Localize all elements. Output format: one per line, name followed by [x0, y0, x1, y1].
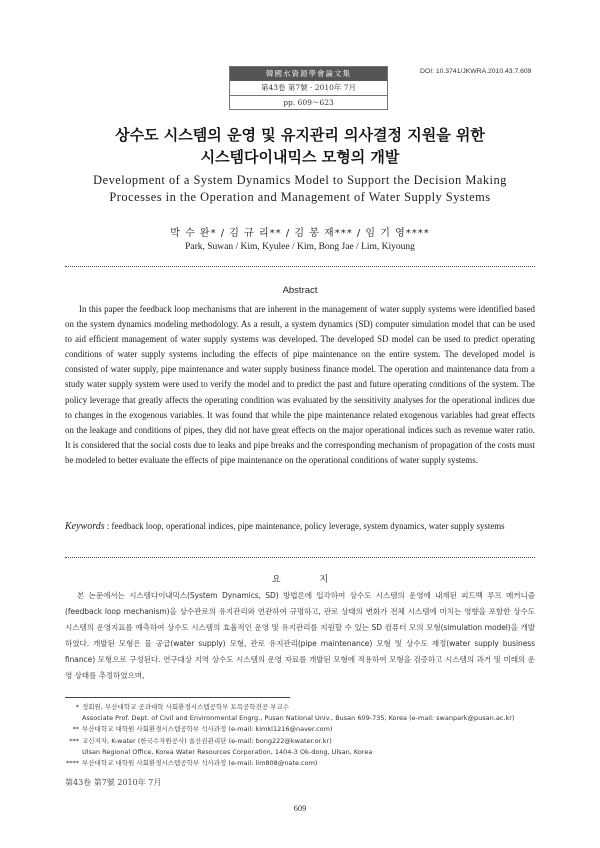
- footnote-1: * 정회원, 부산대학교 공과대학 사회환경시스템공학부 토목공학전공 부교수: [75, 703, 290, 711]
- footnote-4: **** 부산대학교 대학원 사회환경시스템공학부 석사과정 (e-mail: lim808@nate.com): [66, 759, 318, 768]
- footnotes: [65, 702, 545, 769]
- footnote-3-english: Ulsan Regional Office, Korea Water Resources Corporation, 1404-3 Ok-dong, Ulsan, Korea: [82, 747, 373, 756]
- footnote-rule: [65, 697, 290, 698]
- korean-title-line-2: 시스템다이내믹스 모형의 개발: [200, 148, 400, 166]
- korean-title-line-1: 상수도 시스템의 운영 및 유지관리 의사결정 지원을 위한: [115, 126, 485, 144]
- abstract-text: In this paper the feedback loop mechanisms that are inherent in the management of water supply systems were identified based on the system dynamics modeling methodology. As a result, a system dynamics (SD) computer simulation model that can be used to aid efficient management of water supply systems was developed. The developed SD model can be used to predict operating conditions of water supply systems including the effects of pipe maintenance on the entire system. The developed model is consisted of water supply, pipe maintenance and water supply business finance model. The operation and maintenance data from a study water supply system were used to verify the model and to predict the past and future operating conditions of the system. The policy leverage that greatly affects the operating condition was evaluated by the sensitivity analyses for the operational indices due to changes in the exogenous variables. It was found that while the pipe maintenance related exogenous variables had great effects on the leakage and conditions of pipes, they did not have great effects on the major operational indices such as revenue water ratio. It is considered that the social costs due to leaks and pipe breaks and the corresponding mechanism of propagation of the costs must be modeled to better evaluate the effects of pipe maintenance on the operational conditions of water supply systems.: [65, 304, 535, 465]
- abstract-heading: Abstract: [282, 285, 318, 296]
- journal-pages: pp. 609～623: [283, 98, 334, 107]
- journal-info-box: [229, 66, 388, 110]
- korean-title: [0, 124, 600, 168]
- keywords-label: Keywords: [65, 521, 105, 532]
- korean-abstract-text: 본 논문에서는 시스템다이내믹스(System Dynamics, SD) 방법론에 입각하여 상수도 시스템의 운영에 내재된 피드백 루프 메커니즘(feedback loop mechanism)을 상수관로의 유지관리와 연관하여 규명하고, 관로 상태의 변화가 전체 시스템에 미치는 영향을 포함한 상수도 시스템의 운영지표를 예측하여 상수도 시스템의 효율적인 운영 및 유지관리를 지원할 수 있는 SD 컴퓨터 모의 모형(simulation model)을 개발하였다. 개발된 모형은 물 공급(water supply) 모형, 관로 유지관리(pipe maintenance) 모형 및 상수도 재정(water supply business finance) 모형으로 구성된다. 연구대상 지역 상수도 시스템의 운영 자료를 개발된 모형에 적용하여 모형을 검증하고 시스템의 과거 및 미래의 운영 상태를 추정하였으며,: [65, 591, 535, 680]
- keywords-text: feedback loop, operational indices, pipe maintenance, policy leverage, system dynamics, water supply systems: [111, 521, 505, 531]
- english-title: [0, 172, 600, 206]
- page-number: 609: [293, 803, 307, 813]
- footnote-2: ** 부산대학교 대학원 사회환경시스템공학부 석사과정 (e-mail: kimkl1216@naver.com): [72, 725, 333, 734]
- keywords: [65, 519, 535, 534]
- divider-top: [65, 266, 535, 267]
- issue-footer: 第43卷 第7號 2010年 7月: [65, 778, 162, 787]
- authors-english: Park, Suwan / Kim, Kyulee / Kim, Bong Jae / Lim, Kiyoung: [185, 242, 415, 252]
- english-title-line-2: Processes in the Operation and Management of Water Supply Systems: [109, 190, 491, 204]
- keywords-separator: :: [104, 521, 112, 531]
- english-title-line-1: Development of a System Dynamics Model to Support the Decision Making: [93, 173, 507, 187]
- korean-abstract-heading: 요 지: [271, 575, 347, 585]
- footnote-1-english: Associate Prof. Dept. of Civil and Environmental Engrg., Pusan National Univ., Busan 609-735, Korea (e-mail: swanpark@pusan.ac.kr): [82, 714, 515, 723]
- journal-name: 韓國水資源學會論文集: [230, 67, 387, 81]
- doi-label: DOI: 10.3741/JKWRA.2010.43.7.609: [420, 68, 532, 75]
- footnote-3: *** 교신저자, K-water (한국수자원공사) 울산권관리단 (e-mail: bong222@kwater.or.kr): [69, 736, 332, 745]
- divider-middle: [65, 557, 535, 558]
- journal-volume-issue: 第43卷 第7號 · 2010年 7月: [230, 81, 387, 96]
- authors-korean: 박 수 완* / 김 규 리** / 김 봉 재*** / 임 기 영****: [170, 228, 430, 239]
